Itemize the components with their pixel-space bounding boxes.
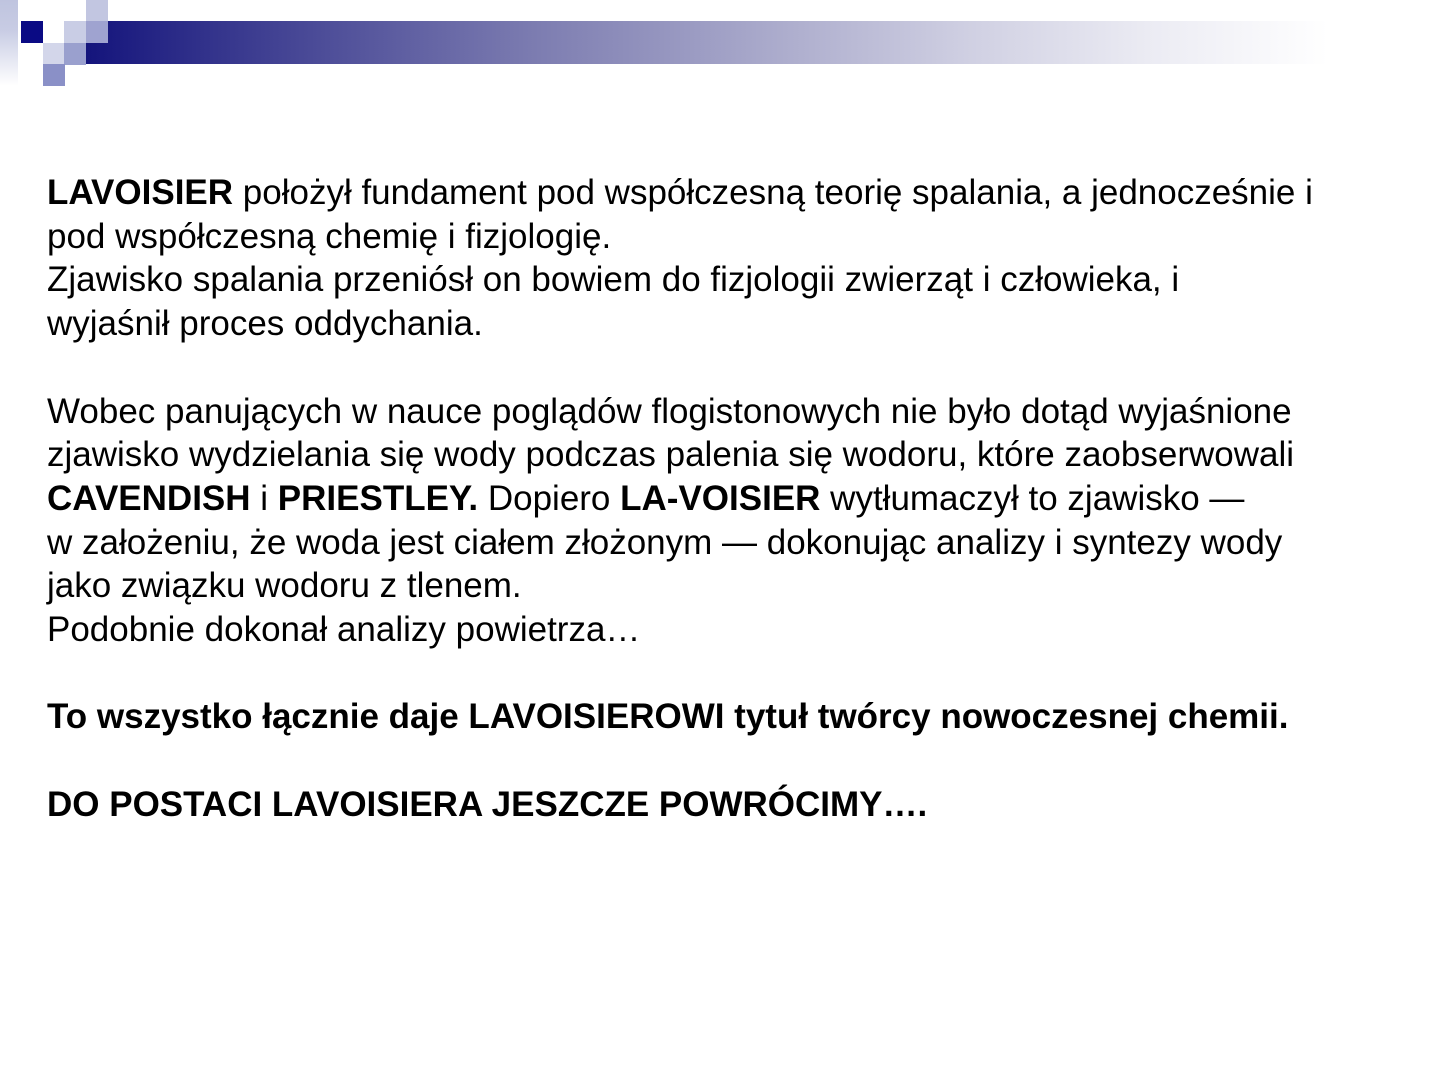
text-line: DO POSTACI LAVOISIERA JESZCZE POWRÓCIMY…. <box>47 784 928 824</box>
deco-square-light-top <box>86 0 108 21</box>
deco-square-medium-row3 <box>43 64 65 86</box>
text-run: Dopiero <box>478 478 621 518</box>
text-run: i <box>250 478 278 518</box>
deco-square-medium-row2 <box>64 43 86 65</box>
deco-square-light-row1 <box>64 21 86 43</box>
header-decoration <box>0 0 1443 120</box>
text-line: zjawisko wydzielania się wody podczas palenia się wodoru, które zaobserwowali <box>47 435 1295 475</box>
paragraph-phlogiston <box>47 390 1407 652</box>
text-line: w założeniu, że woda jest ciałem złożonym — dokonując analizy i syntezy wody <box>47 522 1283 562</box>
deco-square-light-row2 <box>43 43 65 65</box>
text-line: Podobnie dokonał analizy powietrza… <box>47 610 641 650</box>
paragraph-outro <box>47 783 1407 827</box>
deco-square-medium-bar-corner <box>86 21 108 43</box>
emphasis-cavendish: CAVENDISH <box>47 478 251 518</box>
text-run: położył fundament pod współczesną teorię spalania, a jednocześnie i <box>233 173 1313 212</box>
paragraph-conclusion <box>47 695 1407 739</box>
emphasis-la-voisier: LA-VOISIER <box>620 478 821 518</box>
text-line: jako związku wodoru z tlenem. <box>47 566 522 606</box>
text-line: Zjawisko spalania przeniósł on bowiem do fizjologii zwierząt i człowieka, i <box>47 260 1180 300</box>
left-gradient-strip <box>0 0 18 86</box>
slide-text-block <box>47 171 1407 827</box>
text-line <box>47 171 1407 215</box>
deco-square-navy <box>21 21 43 43</box>
text-line: wyjaśnił proces oddychania. <box>47 304 483 344</box>
text-line: To wszystko łącznie daje LAVOISIEROWI tytuł twórcy nowoczesnej chemii. <box>47 697 1289 737</box>
paragraph-lavoisier-intro <box>47 171 1407 346</box>
text-line <box>47 477 1407 521</box>
text-line: Wobec panujących w nauce poglądów flogistonowych nie było dotąd wyjaśnione <box>47 391 1292 431</box>
title-bar-gradient <box>86 21 1380 64</box>
emphasis-lavoisier: LAVOISIER <box>47 173 234 212</box>
text-line: pod współczesną chemię i fizjologię. <box>47 216 612 256</box>
text-run: wytłumaczył to zjawisko — <box>820 478 1245 518</box>
emphasis-priestley: PRIESTLEY. <box>277 478 479 518</box>
